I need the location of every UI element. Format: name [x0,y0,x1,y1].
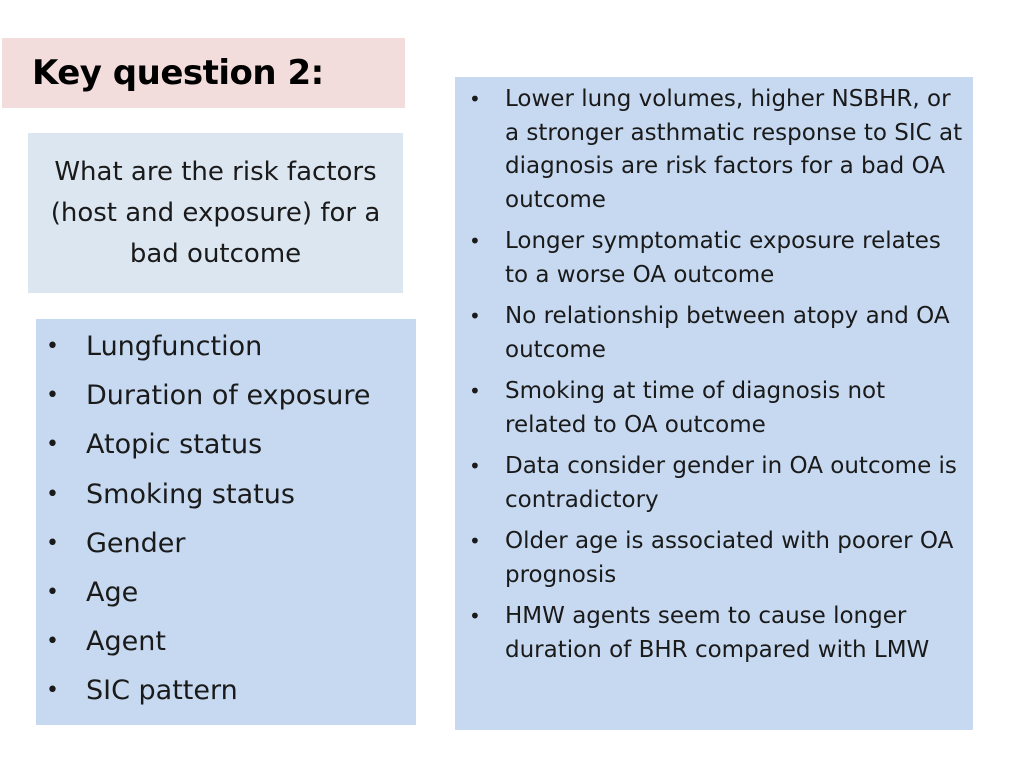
list-item [463,375,965,442]
bullet-icon: • [469,229,481,253]
bullet-icon: • [46,432,59,458]
bullet-icon: • [469,454,481,478]
finding-text: Smoking at time of diagnosis not related to OA outcome [505,378,886,438]
factor-text: Gender [86,527,186,559]
bullet-icon: • [46,629,59,655]
finding-text: HMW agents seem to cause longer duration of BHR compared with LMW [505,603,930,663]
bullet-icon: • [46,334,59,359]
list-item [463,225,965,292]
list-item [463,83,965,217]
risk-factors-box [36,319,416,725]
bullet-icon: • [46,579,59,605]
finding-text: Longer symptomatic exposure relates to a worse OA outcome [505,228,941,288]
title-box [2,38,405,108]
list-item [46,425,416,465]
bullet-icon: • [469,379,481,403]
risk-factors-list [46,327,416,711]
list-item [46,671,416,711]
factor-text: Duration of exposure [86,380,371,412]
findings-list [463,83,965,667]
factor-text: Atopic status [86,429,263,461]
bullet-icon: • [46,678,59,704]
bullet-icon: • [469,529,481,553]
list-item [46,573,416,613]
factor-text: Smoking status [86,478,295,510]
finding-text: Data consider gender in OA outcome is contradictory [505,453,957,513]
finding-text: No relationship between atopy and OA outcome [505,303,950,363]
bullet-icon: • [46,383,59,409]
bullet-icon: • [46,530,59,556]
list-item [46,524,416,564]
bullet-icon: • [46,481,59,507]
list-item [463,450,965,517]
finding-text: Older age is associated with poorer OA prognosis [505,528,954,588]
list-item [46,376,416,416]
list-item [46,622,416,662]
list-item [463,600,965,667]
findings-box [455,77,973,730]
list-item [463,300,965,367]
factor-text: SIC pattern [86,675,238,707]
factor-text: Age [86,576,139,608]
bullet-icon: • [469,304,481,328]
finding-text: Lower lung volumes, higher NSBHR, or a stronger asthmatic response to SIC at diagnosis are risk factors for a bad OA outcome [505,86,963,213]
list-item [463,525,965,592]
list-item [46,475,416,515]
factor-text: Lungfunction [86,331,263,362]
bullet-icon: • [469,604,481,628]
factor-text: Agent [86,626,166,658]
key-question-text: What are the risk factors (host and exposure) for a bad outcome [50,156,381,269]
slide-title: Key question 2: [32,53,324,93]
bullet-icon: • [469,87,481,111]
list-item [46,327,416,367]
question-box [28,133,403,293]
